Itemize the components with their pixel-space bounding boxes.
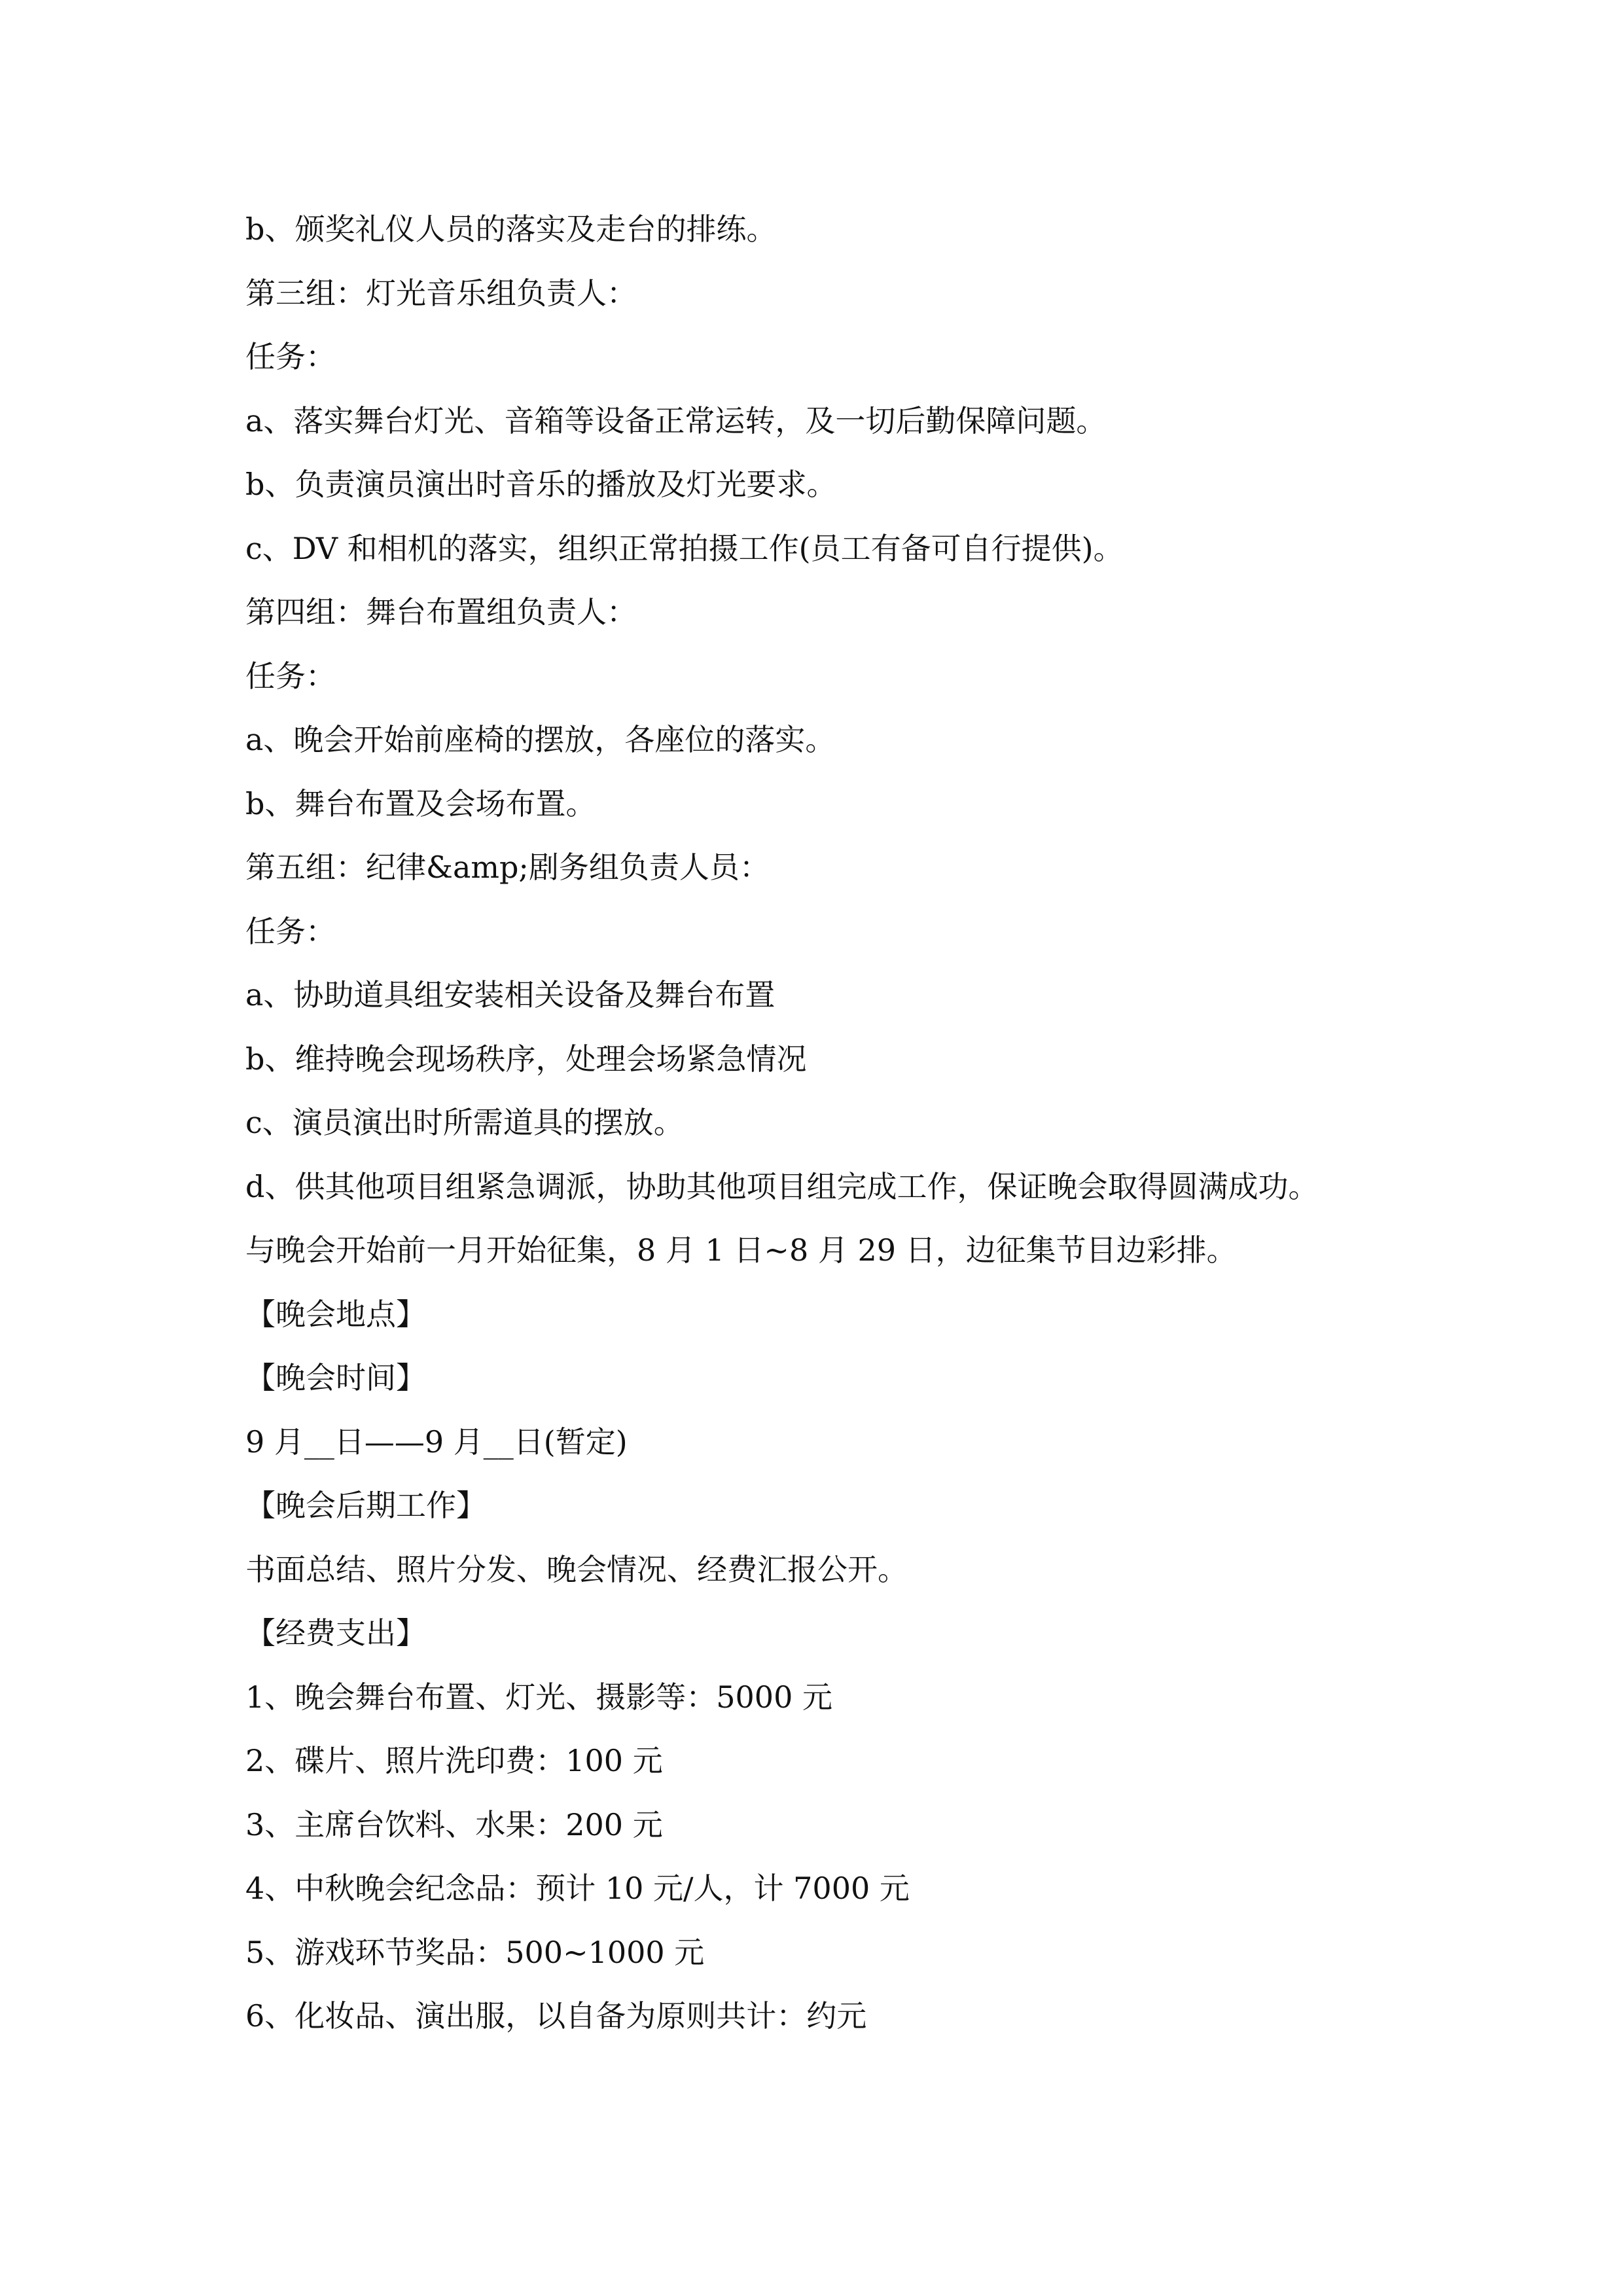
text-line: 书面总结、照片分发、晚会情况、经费汇报公开。: [245, 1551, 908, 1587]
section-heading: 【经费支出】: [245, 1615, 426, 1651]
document-body: [245, 198, 1554, 2049]
text-line: 任务：: [245, 913, 336, 949]
text-line: b、颁奖礼仪人员的落实及走台的排练。: [245, 211, 777, 247]
text-line: b、维持晚会现场秩序，处理会场紧急情况: [245, 1041, 807, 1077]
text-line: 与晚会开始前一月开始征集，8 月 1 日~8 月 29 日，边征集节目边彩排。: [245, 1232, 1237, 1268]
section-heading: 第三组：灯光音乐组负责人：: [245, 275, 637, 311]
text-line: a、落实舞台灯光、音箱等设备正常运转，及一切后勤保障问题。: [245, 403, 1107, 439]
text-line: 任务：: [245, 658, 336, 694]
section-heading: 第五组：纪律&amp;剧务组负责人员：: [245, 850, 770, 885]
section-heading: 【晚会地点】: [245, 1296, 426, 1332]
expense-item: 6、化妆品、演出服，以自备为原则共计：约元: [245, 1998, 867, 2034]
text-line: c、DV 和相机的落实，组织正常拍摄工作(员工有备可自行提供)。: [245, 530, 1124, 566]
text-line: c、演员演出时所需道具的摆放。: [245, 1105, 684, 1140]
expense-item: 1、晚会舞台布置、灯光、摄影等：5000 元: [245, 1679, 832, 1715]
text-line: b、负责演员演出时音乐的播放及灯光要求。: [245, 467, 837, 502]
section-heading: 【晚会后期工作】: [245, 1488, 486, 1523]
expense-item: 2、碟片、照片洗印费：100 元: [245, 1743, 663, 1778]
section-heading: 【晚会时间】: [245, 1360, 426, 1395]
text-line: 任务：: [245, 339, 336, 374]
expense-item: 4、中秋晚会纪念品：预计 10 元/人，计 7000 元: [245, 1871, 910, 1906]
text-line: a、协助道具组安装相关设备及舞台布置: [245, 977, 776, 1013]
section-heading: 第四组：舞台布置组负责人：: [245, 594, 637, 630]
text-line: 9 月__日——9 月__日(暂定): [245, 1424, 628, 1460]
text-line: b、舞台布置及会场布置。: [245, 785, 596, 821]
text-line: d、供其他项目组紧急调派，协助其他项目组完成工作，保证晚会取得圆满成功。: [245, 1168, 1319, 1204]
text-line: a、晚会开始前座椅的摆放，各座位的落实。: [245, 722, 836, 757]
expense-item: 3、主席台饮料、水果：200 元: [245, 1806, 663, 1842]
expense-item: 5、游戏环节奖品：500~1000 元: [245, 1934, 705, 1970]
